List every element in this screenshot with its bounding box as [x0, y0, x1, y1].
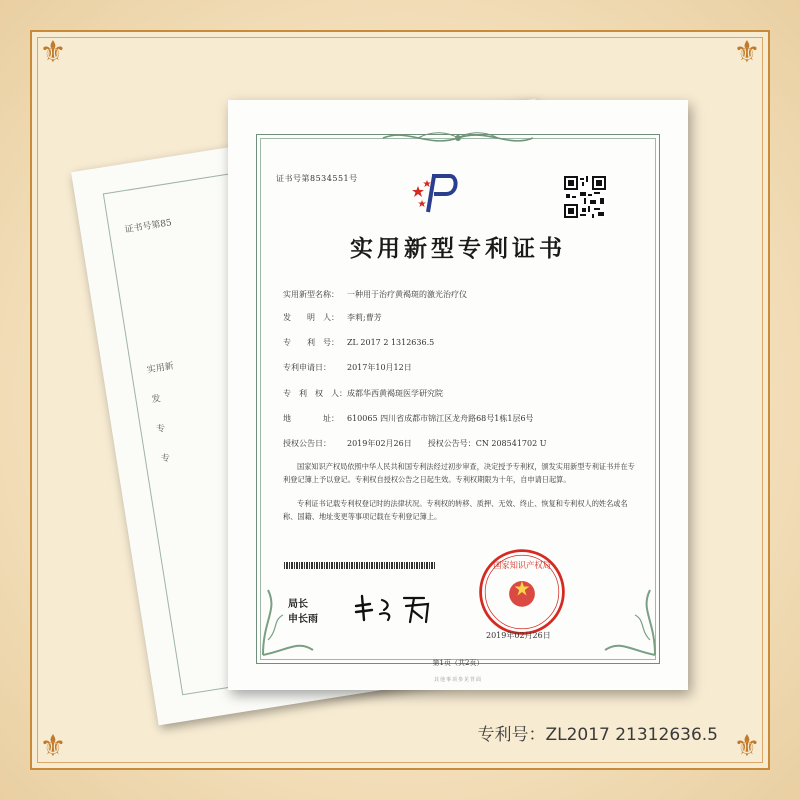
footer-note: 其他事项参见背面	[433, 677, 482, 683]
patent-certificate	[228, 100, 688, 690]
director-name: 申长雨	[288, 614, 318, 625]
director-title: 局长	[288, 599, 308, 610]
field-value: 一种用于治疗黄褐斑的激光治疗仪	[347, 290, 467, 299]
field-label: 发 明 人：	[283, 313, 339, 322]
seal-text: 国家知识产权局	[493, 560, 551, 571]
certificate-paragraph: 国家知识产权局依照中华人民共和国专利法经过初步审查，决定授予专利权，颁发实用新型专利证书并在专利登记簿上予以登记。专利权自授权公告之日起生效。专利权期限为十年，自申请日起算。	[283, 462, 635, 484]
top-ornament-icon	[378, 128, 538, 148]
field-label: 专 利 号：	[283, 338, 339, 347]
field-application-date	[283, 362, 412, 373]
patent-number-caption: 专利号：ZL2017 21312636.5	[477, 725, 718, 745]
certificate-paragraph: 专利证书记载专利权登记时的法律状况。专利权的转移、质押、无效、终止、恢复和专利权人的姓名或名称、国籍、地址变更等事项记载在专利登记簿上。	[283, 499, 628, 521]
field-value: 2017年10月12日	[347, 363, 412, 372]
certificate-number: 证书号第8534551号	[276, 174, 358, 183]
field-label: 专 利 权 人：	[283, 389, 347, 398]
certificate-title: 实用新型专利证书	[350, 235, 566, 262]
field-value: 李莉;曹芳	[347, 313, 382, 322]
page-number: 第1页（共2页）	[432, 659, 484, 667]
field-value: 610065 四川省成都市锦江区龙舟路68号1栋1层6号	[347, 414, 534, 423]
field-patent-number	[283, 337, 434, 348]
field-label: 授权公告日：	[283, 439, 331, 448]
field-label: 地 址：	[283, 414, 339, 423]
field-grant-date	[283, 438, 546, 449]
field-value: ZL 2017 2 1312636.5	[347, 338, 435, 347]
director-signature	[348, 588, 448, 628]
fleur-de-lis-icon: ⚜	[39, 35, 67, 70]
cnipa-logo-icon	[410, 172, 458, 214]
official-seal	[476, 546, 568, 638]
field-patentee	[283, 388, 443, 399]
back-field-label: 发	[150, 394, 162, 406]
fleur-de-lis-icon: ⚜	[733, 729, 761, 764]
fleur-de-lis-icon: ⚜	[39, 729, 67, 764]
corner-ornament-icon	[600, 580, 660, 660]
back-field-label: 实用新	[146, 361, 175, 376]
field-label: 实用新型名称：	[283, 290, 339, 299]
back-field-label: 专	[160, 453, 171, 465]
field-value: 成都华西黄褐斑医学研究院	[347, 389, 443, 398]
back-field-label: 专	[155, 423, 167, 435]
field-inventor	[283, 312, 382, 323]
qr-code-icon	[564, 176, 606, 218]
fleur-de-lis-icon: ⚜	[733, 35, 761, 70]
barcode	[284, 562, 436, 569]
seal-date: 2019年02月26日	[486, 631, 551, 640]
back-cert-number: 证书号第85	[124, 218, 173, 236]
field-label: 专利申请日：	[283, 363, 331, 372]
field-address	[283, 413, 534, 424]
field-value: 2019年02月26日 授权公告号：CN 208541702 U	[347, 439, 547, 448]
field-utility-model-name	[283, 289, 467, 300]
